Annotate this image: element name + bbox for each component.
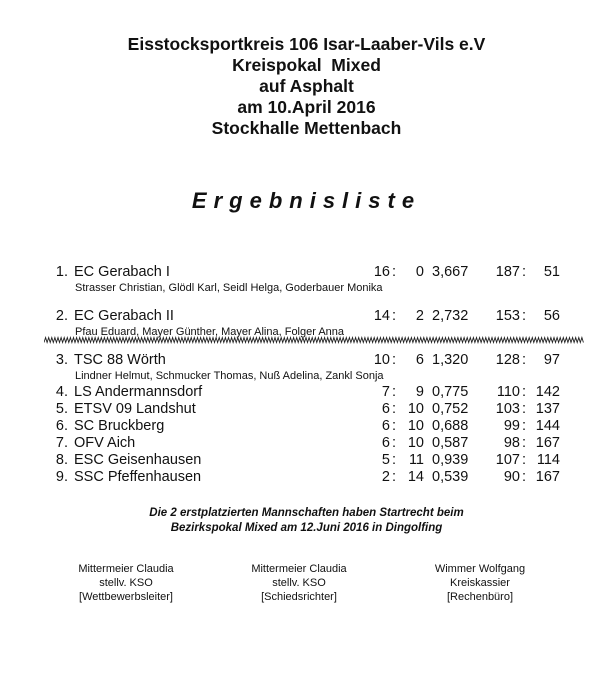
- points-against: 6: [415, 352, 424, 368]
- points-separator: :: [392, 469, 397, 485]
- stock-separator: :: [522, 418, 527, 434]
- signature-name: Wimmer Wolfgang: [434, 563, 526, 575]
- signature-function: [Schiedsrichter]: [261, 591, 337, 603]
- header-venue: Stockhalle Mettenbach: [211, 118, 402, 138]
- stock-points-for: 128: [495, 352, 520, 368]
- points-separator: :: [392, 308, 397, 324]
- points-separator: :: [392, 352, 397, 368]
- points-against: 9: [415, 384, 424, 400]
- points-separator: :: [392, 401, 397, 417]
- team-players: Strasser Christian, Glödl Karl, Seidl Helga, Goderbauer Monika: [75, 282, 383, 294]
- stock-points-for: 98: [503, 435, 520, 451]
- team-name: SSC Pfeffenhausen: [74, 469, 202, 485]
- result-row: [0, 264, 613, 284]
- stock-points-for: 187: [495, 264, 520, 280]
- signature-role: stellv. KSO: [272, 577, 326, 589]
- quotient: 0,939: [432, 452, 469, 468]
- team-name: TSC 88 Wörth: [74, 352, 166, 368]
- rank-cell: 4.: [55, 384, 68, 400]
- quotient: 0,688: [432, 418, 469, 434]
- rank-cell: 7.: [55, 435, 68, 451]
- signature-name: Mittermeier Claudia: [78, 563, 174, 575]
- rank-cell: 1.: [55, 264, 68, 280]
- points-for: 6: [381, 401, 390, 417]
- header-date: am 10.April 2016: [237, 97, 376, 117]
- rank-cell: 3.: [55, 352, 68, 368]
- page-title: Ergebnisliste: [191, 188, 422, 213]
- team-name: EC Gerabach I: [74, 264, 170, 280]
- signature-role: stellv. KSO: [99, 577, 153, 589]
- stock-separator: :: [522, 264, 527, 280]
- zigzag-separator: [44, 336, 584, 344]
- stock-points-for: 103: [495, 401, 520, 417]
- points-against: 14: [407, 469, 424, 485]
- stock-points-against: 56: [543, 308, 560, 324]
- signature-function: [Wettbewerbsleiter]: [79, 591, 173, 603]
- quotient: 1,320: [432, 352, 469, 368]
- stock-separator: :: [522, 469, 527, 485]
- rank-cell: 6.: [55, 418, 68, 434]
- rank-cell: 2.: [55, 308, 68, 324]
- team-players: Pfau Eduard, Mayer Günther, Mayer Alina, Folger Anna: [75, 326, 345, 338]
- points-for: 6: [381, 435, 390, 451]
- stock-points-against: 51: [543, 264, 560, 280]
- signature-block-referee: [209, 562, 389, 604]
- points-against: 0: [415, 264, 424, 280]
- signature-block-competition-lead: [36, 562, 216, 604]
- points-for: 10: [373, 352, 390, 368]
- stock-points-against: 97: [543, 352, 560, 368]
- stock-points-against: 167: [535, 469, 560, 485]
- stock-points-against: 144: [535, 418, 560, 434]
- quotient: 2,732: [432, 308, 469, 324]
- stock-points-against: 114: [536, 452, 560, 468]
- signature-function: [Rechenbüro]: [446, 591, 514, 603]
- points-against: 10: [407, 418, 424, 434]
- points-for: 16: [373, 264, 390, 280]
- points-against: 10: [407, 401, 424, 417]
- team-name: ESC Geisenhausen: [74, 452, 202, 468]
- rank-cell: 5.: [55, 401, 68, 417]
- signature-name: Mittermeier Claudia: [251, 563, 347, 575]
- points-separator: :: [392, 435, 397, 451]
- points-against: 10: [407, 435, 424, 451]
- stock-points-against: 137: [535, 401, 560, 417]
- signature-block-scoring-office: [390, 562, 570, 604]
- signature-role: Kreiskassier: [450, 577, 510, 589]
- rank-cell: 8.: [55, 452, 68, 468]
- stock-separator: :: [522, 435, 527, 451]
- points-separator: :: [392, 264, 397, 280]
- stock-points-for: 153: [495, 308, 520, 324]
- stock-points-against: 142: [535, 384, 560, 400]
- stock-points-against: 167: [535, 435, 560, 451]
- note-line-2: Bezirkspokal Mixed am 12.Juni 2016 in Dingolfing: [170, 522, 443, 534]
- result-row: [0, 352, 613, 372]
- stock-points-for: 90: [503, 469, 520, 485]
- stock-separator: :: [522, 352, 527, 368]
- qualification-note: [0, 506, 613, 536]
- quotient: 0,775: [432, 384, 469, 400]
- points-against: 2: [415, 308, 424, 324]
- points-against: 11: [408, 452, 424, 468]
- note-line-1: Die 2 erstplatzierten Mannschaften haben Startrecht beim: [149, 507, 464, 519]
- header-competition: Kreispokal Mixed: [232, 55, 381, 75]
- quotient: 3,667: [432, 264, 469, 280]
- points-separator: :: [392, 384, 397, 400]
- stock-points-for: 110: [496, 384, 520, 400]
- points-for: 5: [381, 452, 390, 468]
- team-name: ETSV 09 Landshut: [74, 401, 196, 417]
- team-name: OFV Aich: [74, 435, 136, 451]
- stock-separator: :: [522, 308, 527, 324]
- points-separator: :: [392, 452, 397, 468]
- stock-separator: :: [522, 452, 527, 468]
- header-organization: Eisstocksportkreis 106 Isar-Laaber-Vils e.V: [127, 34, 486, 54]
- points-for: 6: [381, 418, 390, 434]
- result-row: [0, 469, 613, 489]
- result-row: [0, 308, 613, 328]
- quotient: 0,539: [432, 469, 469, 485]
- header-surface: auf Asphalt: [259, 76, 354, 96]
- stock-points-for: 107: [495, 452, 520, 468]
- stock-separator: :: [522, 401, 527, 417]
- stock-points-for: 99: [503, 418, 520, 434]
- quotient: 0,752: [432, 401, 469, 417]
- points-separator: :: [392, 418, 397, 434]
- rank-cell: 9.: [55, 469, 68, 485]
- team-players: Lindner Helmut, Schmucker Thomas, Nuß Adelina, Zankl Sonja: [75, 370, 384, 382]
- team-name: EC Gerabach II: [74, 308, 174, 324]
- points-for: 2: [381, 469, 390, 485]
- quotient: 0,587: [432, 435, 469, 451]
- stock-separator: :: [522, 384, 527, 400]
- points-for: 7: [381, 384, 390, 400]
- team-name: LS Andermannsdorf: [74, 384, 203, 400]
- document-header: [0, 34, 613, 139]
- team-name: SC Bruckberg: [74, 418, 165, 434]
- points-for: 14: [373, 308, 390, 324]
